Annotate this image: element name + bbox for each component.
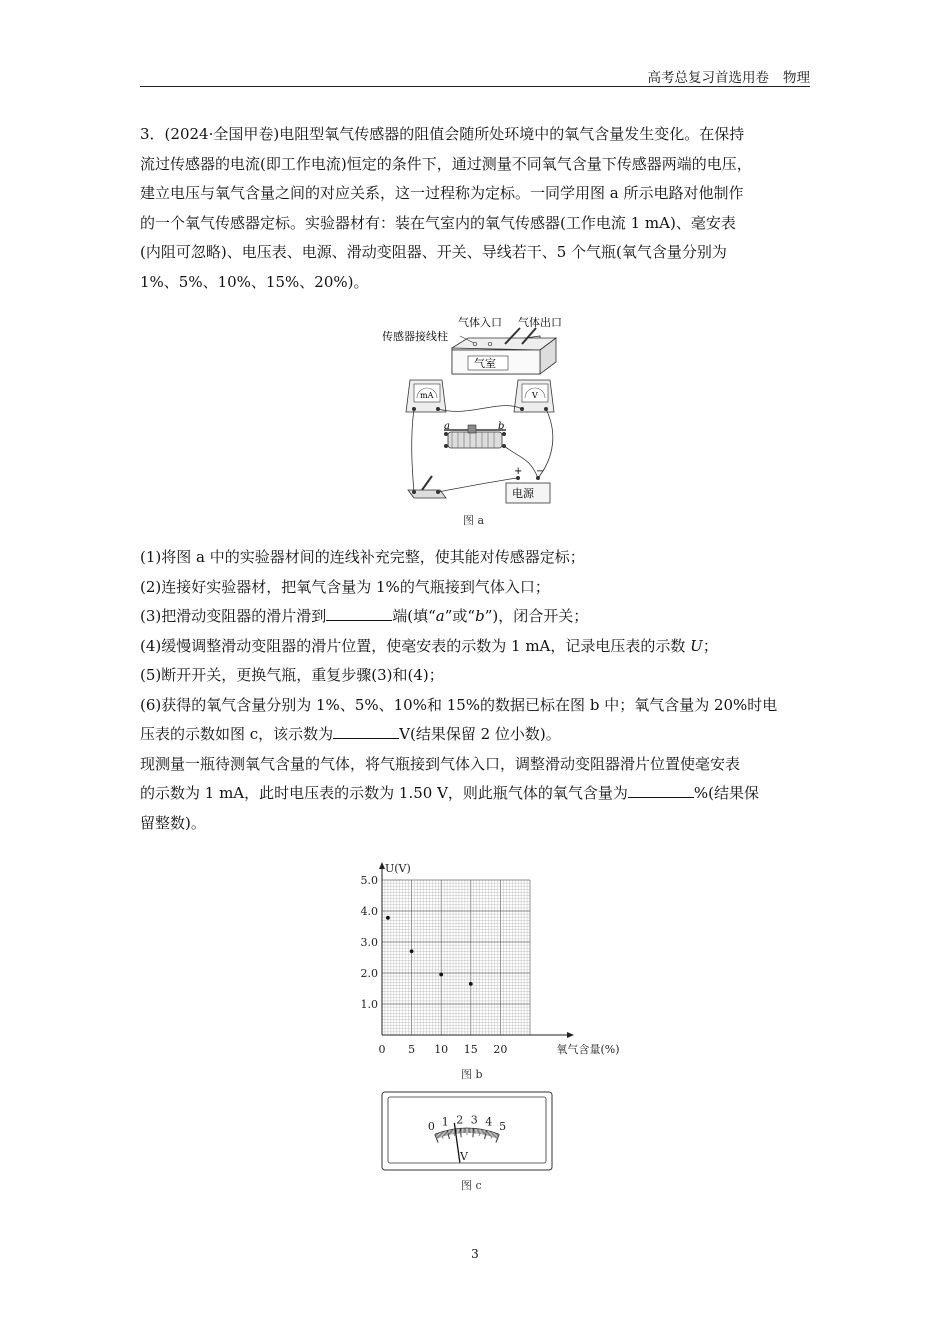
rheostat bbox=[444, 425, 506, 448]
step-6-line-2 bbox=[140, 720, 812, 750]
step-2: (2)连接好实验器材，把氧气含量为 1%的气瓶接到气体入口； bbox=[140, 577, 550, 596]
power-label: 电源 bbox=[512, 487, 534, 500]
power-supply bbox=[506, 476, 550, 503]
question-line: 流过传感器的电流(即工作电流)恒定的条件下，通过测量不同氧气含量下传感器两端的电压， bbox=[140, 154, 752, 173]
measure-text: %(结果保 bbox=[693, 784, 760, 802]
x-tick-label: 5 bbox=[408, 1043, 416, 1056]
figure-b-chart bbox=[350, 858, 620, 1063]
step-3-text: (3)把滑动变阻器的滑片滑到 bbox=[140, 607, 327, 625]
scale-label: 0 bbox=[427, 1119, 435, 1133]
minus-sign: − bbox=[536, 466, 545, 477]
step-5: (5)断开开关，更换气瓶，重复步骤(3)和(4)； bbox=[140, 666, 444, 684]
x-tick-label: 15 bbox=[463, 1043, 478, 1056]
gas-outlet-label: 气体出口 bbox=[518, 316, 562, 329]
data-point bbox=[386, 916, 390, 920]
question-line: 3．(2024·全国甲卷)电阻型氧气传感器的阻值会随所处环境中的氧气含量发生变化。在保持 bbox=[140, 125, 745, 143]
rheostat-end-b-label: b bbox=[498, 421, 505, 432]
scale-label: 3 bbox=[470, 1113, 478, 1127]
measure-text: 的示数为 1 mA，此时电压表的示数为 1.50 V，则此瓶气体的氧气含量为 bbox=[140, 784, 628, 802]
page-header bbox=[140, 66, 810, 87]
x-axis-label: 氧气含量(%) bbox=[556, 1043, 620, 1056]
step-3 bbox=[140, 602, 812, 632]
header-title: 高考总复习首选用卷 bbox=[647, 70, 769, 86]
scale-label: 2 bbox=[456, 1113, 464, 1127]
data-point bbox=[410, 949, 414, 953]
scale-label: 5 bbox=[499, 1119, 507, 1133]
symbol-U: U bbox=[690, 636, 703, 655]
step-6-text: V(结果保留 2 位小数)。 bbox=[399, 725, 561, 743]
rheostat-end-a-label: a bbox=[444, 421, 450, 432]
scale-label: 1 bbox=[441, 1115, 449, 1129]
figure-c-voltmeter-dial bbox=[380, 1090, 554, 1172]
figure-a-apparatus bbox=[370, 308, 580, 508]
step-3-text: 端(填“ bbox=[392, 607, 436, 625]
steps-text bbox=[140, 543, 812, 838]
plus-sign: + bbox=[514, 466, 523, 477]
measure-line-3: 留整数)。 bbox=[140, 813, 206, 832]
question-line: 建立电压与氧气含量之间的对应关系，这一过程称为定标。一同学用图 a 所示电路对他制作 bbox=[140, 184, 744, 202]
x-tick-label: 10 bbox=[434, 1043, 449, 1056]
gas-inlet-label: 气体入口 bbox=[458, 316, 502, 329]
x-axis-arrow bbox=[567, 1032, 574, 1038]
chamber-label: 气室 bbox=[474, 357, 496, 370]
data-point bbox=[469, 982, 473, 986]
y-tick-label: 3.0 bbox=[360, 936, 378, 949]
figure-a-caption: 图 a bbox=[463, 514, 485, 527]
option-a: a bbox=[435, 607, 445, 625]
figure-b-caption: 图 b bbox=[461, 1068, 483, 1081]
ammeter-symbol: mA bbox=[420, 391, 434, 400]
milliammeter bbox=[406, 380, 446, 412]
x-tick-label: 20 bbox=[493, 1043, 508, 1056]
y-tick-label: 4.0 bbox=[360, 905, 378, 918]
voltmeter-symbol: V bbox=[532, 391, 538, 400]
wires bbox=[412, 406, 553, 492]
y-tick-label: 2.0 bbox=[360, 967, 378, 980]
step-3-text: ”)，闭合开关； bbox=[484, 607, 589, 625]
step-3-text: ”或“ bbox=[444, 607, 476, 625]
question-text bbox=[140, 120, 812, 297]
step-6-text: 压表的示数如图 c，该示数为 bbox=[140, 725, 334, 743]
answer-blank-3[interactable] bbox=[326, 606, 392, 621]
y-axis-label: U(V) bbox=[385, 862, 411, 875]
scale-tick bbox=[460, 1128, 461, 1137]
scale-tick bbox=[473, 1128, 474, 1137]
measure-line-2 bbox=[140, 779, 812, 809]
x-tick-label: 0 bbox=[378, 1043, 386, 1056]
measure-line-1: 现测量一瓶待测氧气含量的气体，将气瓶接到气体入口，调整滑动变阻器滑片位置使毫安表 bbox=[140, 754, 741, 773]
step-4 bbox=[140, 632, 812, 662]
question-line: (内阻可忽略)、电压表、电源、滑动变阻器、开关、导线若干、5 个气瓶(氧气含量分别为 bbox=[140, 243, 727, 261]
answer-blank-7[interactable] bbox=[628, 783, 694, 798]
option-b: b bbox=[475, 607, 485, 625]
page-number: 3 bbox=[471, 1247, 479, 1261]
step-4-text: (4)缓慢调整滑动变阻器的滑片位置，使毫安表的示数为 1 mA，记录电压表的示数 bbox=[140, 636, 691, 655]
figure-c-caption: 图 c bbox=[461, 1179, 482, 1192]
answer-blank-6[interactable] bbox=[333, 724, 399, 739]
unit-label: V bbox=[460, 1150, 468, 1163]
step-4-text: ； bbox=[702, 636, 718, 655]
y-tick-label: 1.0 bbox=[360, 998, 378, 1011]
question-line: 1%、5%、10%、15%、20%)。 bbox=[140, 272, 369, 291]
scale-label: 4 bbox=[485, 1115, 493, 1129]
data-point bbox=[439, 973, 443, 977]
gas-chamber bbox=[452, 328, 556, 374]
terminal-label: 传感器接线柱 bbox=[382, 330, 448, 343]
step-6-line-1: (6)获得的氧气含量分别为 1%、5%、10%和 15%的数据已标在图 b 中；氧气含量为 20%时电 bbox=[140, 695, 778, 714]
y-tick-label: 5.0 bbox=[360, 874, 378, 887]
question-line: 的一个氧气传感器定标。实验器材有：装在气室内的氧气传感器(工作电流 1 mA)、毫安表 bbox=[140, 213, 736, 232]
voltmeter bbox=[514, 380, 554, 412]
step-1: (1)将图 a 中的实验器材间的连线补充完整，使其能对传感器定标； bbox=[140, 548, 585, 566]
header-subject: 物理 bbox=[783, 70, 810, 86]
